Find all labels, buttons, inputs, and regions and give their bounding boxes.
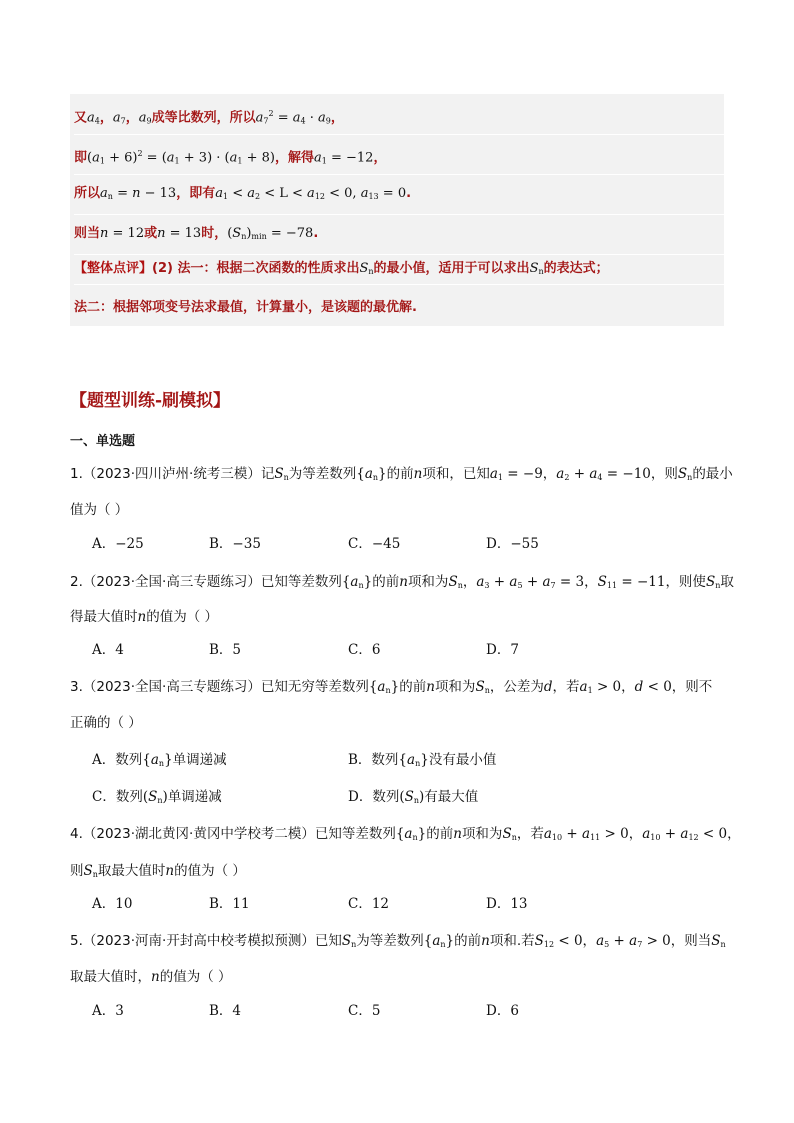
solution-line-2: 即$(a_1 + 6)^2 = (a_1 + 3) \cdot (a_1 + 8)$，解得$a_1 = -12$， xyxy=(74,134,724,175)
question-2-option-c[interactable]: C．6 xyxy=(348,642,381,658)
question-3-option-a[interactable]: A．数列$\{a_n\}$单调递减 xyxy=(92,752,227,768)
question-2-option-a[interactable]: A．4 xyxy=(92,642,124,658)
question-2-option-b[interactable]: B．5 xyxy=(209,642,242,658)
solution-comment-1: 【整体点评】(2) 法一：根据二次函数的性质求出$S_n$的最小值，适用于可以求出$S_n$的表达式； xyxy=(74,254,724,285)
question-5-option-a[interactable]: A．3 xyxy=(92,1003,124,1019)
solution-line-4: 则当n = 12或n = 13时，$(S_n)_{min} = -78$. xyxy=(74,214,724,255)
question-4-line-2: 则$S_n$取最大值时n的值为（ ） xyxy=(70,863,246,879)
question-4-option-a[interactable]: A．10 xyxy=(92,896,133,912)
question-5-option-c[interactable]: C．5 xyxy=(348,1003,381,1019)
question-4-option-d[interactable]: D．13 xyxy=(486,896,528,912)
question-1-line-1: 1.（2023·四川泸州·统考三模）记$S_n$为等差数列$\{a_n\}$的前n项和，已知$a_1 = -9$，$a_2 + a_4 = -10$，则$S_n$的最小 xyxy=(70,466,733,482)
question-3-option-c[interactable]: C．数列$(S_n)$单调递减 xyxy=(92,789,222,805)
solution-comment-2: 法二：根据邻项变号法求最值，计算量小，是该题的最优解. xyxy=(74,300,417,315)
question-5-line-1: 5.（2023·河南·开封高中校考模拟预测）已知$S_n$为等差数列$\{a_n\}$的前n项和.若$S_{12} < 0$，$a_5 + a_7 > 0$，则当$S_n$ xyxy=(70,933,726,949)
question-3-line-2: 正确的（ ） xyxy=(70,715,142,731)
question-2-line-2: 得最大值时n的值为（ ） xyxy=(70,609,218,625)
question-4-option-c[interactable]: C．12 xyxy=(348,896,390,912)
solution-line-1: 又$a_4$，$a_7$，$a_9$成等比数列，所以$a_7^2 = a_4 \cdot a_9$， xyxy=(74,94,724,135)
question-5-option-b[interactable]: B．4 xyxy=(209,1003,242,1019)
question-3-option-d[interactable]: D．数列$(S_n)$有最大值 xyxy=(348,789,479,805)
question-4-option-b[interactable]: B．11 xyxy=(209,896,250,912)
question-1-option-c[interactable]: C．−45 xyxy=(348,536,401,552)
section-title: 【题型训练-刷模拟】 xyxy=(70,391,231,411)
question-4-line-1: 4.（2023·湖北黄冈·黄冈中学校考二模）已知等差数列$\{a_n\}$的前n项和为$S_n$，若$a_{10} + a_{11} > 0$，$a_{10} + a_{12} < 0$， xyxy=(70,826,741,842)
question-1-option-d[interactable]: D．−55 xyxy=(486,536,539,552)
question-3-option-b[interactable]: B．数列$\{a_n\}$没有最小值 xyxy=(348,752,497,768)
question-5-option-d[interactable]: D．6 xyxy=(486,1003,519,1019)
solution-line-3: 所以$a_n = n - 13$，即有$a_1 < a_2 < L < a_{12} < 0$, $a_{13} = 0$. xyxy=(74,174,724,215)
question-5-line-2: 取最大值时，n的值为（ ） xyxy=(70,969,232,985)
question-3-line-1: 3.（2023·全国·高三专题练习）已知无穷等差数列$\{a_n\}$的前n项和为$S_n$，公差为d，若$a_1 > 0$，d < 0，则不 xyxy=(70,679,713,695)
question-1-option-a[interactable]: A．−25 xyxy=(92,536,144,552)
question-2-line-1: 2.（2023·全国·高三专题练习）已知等差数列$\{a_n\}$的前n项和为$S_n$，$a_3 + a_5 + a_7 = 3$，$S_{11} = -11$，则使$S_n$取 xyxy=(70,574,734,590)
solution-box xyxy=(70,94,724,326)
question-1-option-b[interactable]: B．−35 xyxy=(209,536,261,552)
subsection-title: 一、单选题 xyxy=(70,434,136,449)
question-2-option-d[interactable]: D．7 xyxy=(486,642,519,658)
question-1-line-2: 值为（ ） xyxy=(70,502,129,518)
